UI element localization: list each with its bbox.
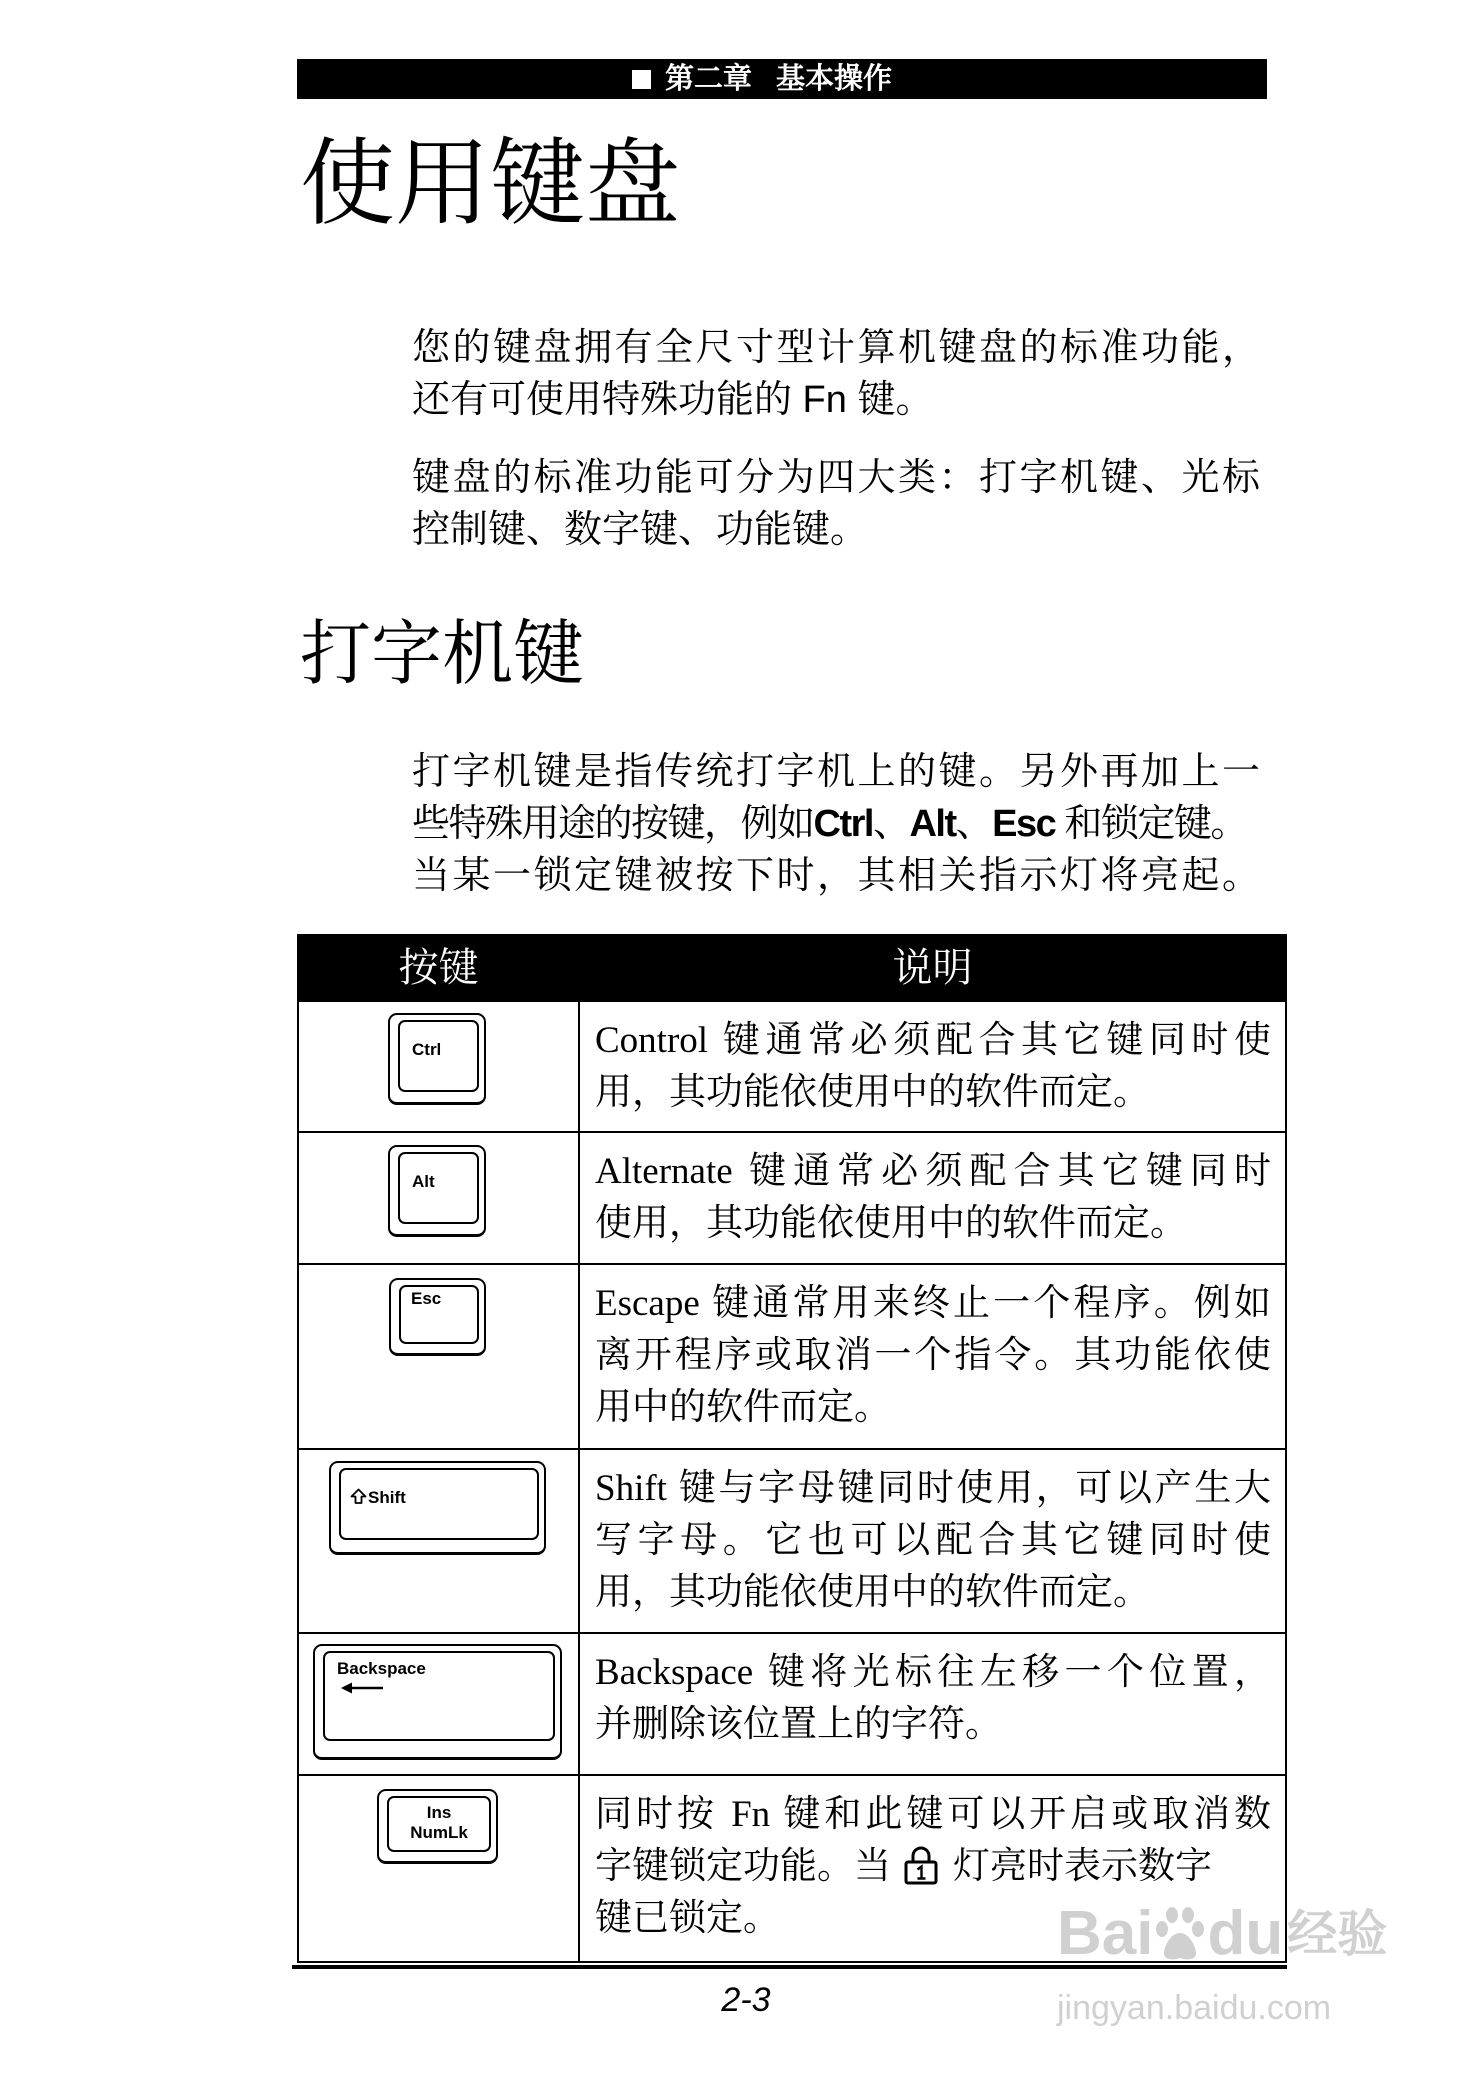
watermark-product: 经验 — [1287, 1905, 1388, 1963]
paragraph-line: 还有可使用特殊功能的 Fn 键。 — [412, 379, 934, 421]
description-line: 写字母。它也可以配合其它键同时使 — [595, 1520, 1271, 1561]
footer-rule — [292, 1965, 1287, 1969]
description-line: Shift 键与字母键同时使用，可以产生大 — [595, 1468, 1271, 1509]
description-line: 使用，其功能依使用中的软件而定。 — [595, 1203, 1187, 1244]
description-line: 离开程序或取消一个指令。其功能依使 — [595, 1335, 1271, 1376]
description-line: Alternate 键通常必须配合其它键同时 — [595, 1151, 1271, 1192]
backspace-keycap — [313, 1644, 562, 1760]
keycap-label — [350, 1488, 406, 1508]
watermark-brand-left: Bai — [1057, 1899, 1154, 1968]
alt-keyword: Alt — [909, 803, 956, 845]
paragraph-line: 您的键盘拥有全尺寸型计算机键盘的标准功能， — [412, 327, 1260, 369]
chapter-label: 第二章 — [665, 63, 753, 95]
keycap-label: Alt — [412, 1172, 435, 1191]
paragraph-line: 打字机键是指传统打字机上的键。另外再加上一 — [412, 751, 1260, 793]
keycap-label-text: Shift — [368, 1488, 406, 1507]
shift-arrow-icon — [350, 1488, 367, 1505]
paragraph-line: 控制键、数字键、功能键。 — [412, 509, 869, 551]
description-line: 用，其功能依使用中的软件而定。 — [595, 1572, 1150, 1613]
esc-keyword: Esc — [992, 803, 1056, 845]
keycap-face — [398, 1152, 479, 1224]
chapter-header-bar — [297, 59, 1267, 99]
key-cell — [299, 1133, 580, 1263]
keycap-label: Esc — [411, 1289, 442, 1308]
watermark-url: jingyan.baidu.com — [1057, 1989, 1332, 2027]
description-cell — [580, 1133, 1285, 1263]
description-line: 并删除该位置上的字符。 — [595, 1704, 1002, 1745]
keycap-label: Ctrl — [412, 1040, 442, 1059]
key-cell — [299, 1776, 580, 1961]
key-cell — [299, 1634, 580, 1774]
description-cell — [580, 1265, 1285, 1448]
key-cell — [299, 1002, 580, 1131]
description-line: Backspace 键将光标往左移一个位置， — [595, 1652, 1271, 1693]
page-number: 2-3 — [721, 1981, 771, 2019]
keycap-face — [323, 1651, 555, 1741]
separator: 、 — [955, 803, 993, 845]
keycap-face — [399, 1285, 479, 1344]
description-cell — [580, 1450, 1285, 1632]
table-row-numlock — [297, 1774, 1287, 1963]
separator: 、 — [872, 803, 910, 845]
table-header-row — [297, 934, 1287, 1000]
description-cell — [580, 1634, 1285, 1774]
shift-keycap — [329, 1461, 546, 1555]
key-table — [297, 934, 1287, 1963]
description-line: 用中的软件而定。 — [595, 1387, 891, 1428]
table-row-esc — [297, 1263, 1287, 1448]
description-cell — [580, 1776, 1285, 1961]
keycap-label: Ins — [426, 1803, 452, 1822]
paragraph-line: 当某一锁定键被按下时，其相关指示灯将亮起。 — [412, 855, 1260, 897]
paragraph-line — [412, 798, 1260, 850]
description-line: 键已锁定。 — [595, 1898, 780, 1939]
intro-paragraph-1 — [412, 322, 1260, 426]
watermark-brand-right: du — [1207, 1899, 1284, 1968]
table-row-backspace — [297, 1632, 1287, 1774]
header-description: 说明 — [892, 945, 973, 990]
table-row-alt — [297, 1131, 1287, 1263]
ctrl-keycap — [388, 1013, 486, 1105]
typewriter-paragraph — [412, 746, 1260, 902]
description-line: 同时按 Fn 键和此键可以开启或取消数 — [595, 1794, 1271, 1835]
paragraph-line: 键盘的标准功能可分为四大类：打字机键、光标 — [412, 457, 1260, 499]
description-line: 用，其功能依使用中的软件而定。 — [595, 1072, 1150, 1113]
alt-keycap — [388, 1145, 486, 1237]
description-line: Control 键通常必须配合其它键同时使 — [595, 1020, 1271, 1061]
header-key: 按键 — [398, 945, 479, 990]
line-text: 些特殊用途的按键，例如 — [412, 803, 814, 845]
description-line: Escape 键通常用来终止一个程序。例如 — [595, 1283, 1271, 1324]
key-cell — [299, 1450, 580, 1632]
line-text: 字键锁定功能。当 — [595, 1846, 891, 1887]
line-text: 灯亮时表示数字 — [953, 1846, 1212, 1887]
keycap-face — [387, 1796, 491, 1852]
section-heading: 打字机键 — [300, 612, 585, 695]
table-row-ctrl — [297, 1000, 1287, 1131]
description-line — [595, 1841, 1271, 1893]
line-text: 和锁定键。 — [1055, 803, 1247, 845]
description-cell — [580, 1002, 1285, 1131]
intro-paragraph-2 — [412, 452, 1260, 556]
keycap-face — [339, 1468, 539, 1540]
square-bullet-icon — [632, 70, 651, 89]
key-cell — [299, 1265, 580, 1448]
table-row-shift — [297, 1448, 1287, 1632]
section-label: 基本操作 — [776, 63, 893, 95]
ins-numlk-keycap — [377, 1789, 498, 1864]
numlock-indicator-icon — [903, 1845, 939, 1885]
keycap-label: Backspace — [337, 1659, 426, 1678]
keycap-face — [398, 1020, 479, 1092]
page-title: 使用键盘 — [300, 129, 681, 239]
esc-keycap — [389, 1278, 486, 1356]
keycap-label: NumLk — [410, 1823, 468, 1842]
left-arrow-icon — [341, 1682, 383, 1694]
ctrl-keyword: Ctrl — [813, 803, 873, 845]
